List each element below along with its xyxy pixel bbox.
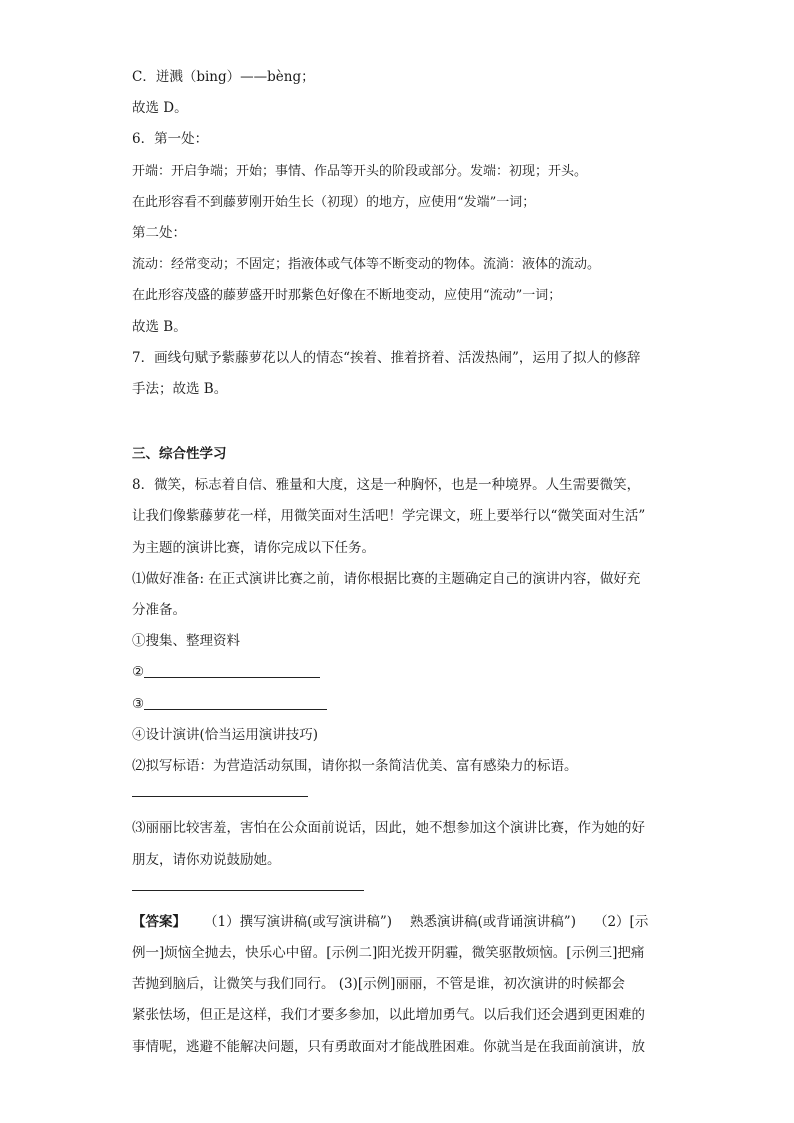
section-spacer <box>132 405 662 439</box>
answer-line: 紧张怯场，但正是这样，我们才要多参加，以此增加勇气。以后我们还会遇到更困难的 <box>132 1007 645 1024</box>
question-line: 朋友，请你劝说鼓励她。 <box>132 851 281 868</box>
step-item: ④设计演讲(恰当运用演讲技巧) <box>132 726 319 743</box>
answer-line: 苦抛到脑后，让微笑与我们同行。 (3)[示例]丽丽，不管是谁，初次演讲的时候都会 <box>132 976 625 993</box>
text-line: 7．画线句赋予紫藤萝花以人的情态“挨着、推着挤着、活泼热闹”，运用了拟人的修辞 <box>132 349 641 366</box>
answer-tag: 【答案】 <box>132 913 186 930</box>
answer-blank-line[interactable] <box>132 876 662 907</box>
question-line: ⑶丽丽比较害羞，害怕在公众面前说话，因此，她不想参加这个演讲比赛，作为她的好 <box>132 820 645 837</box>
step-item-blank <box>132 689 662 720</box>
answer-blank[interactable] <box>144 693 327 710</box>
answer-line: 例一]烦恼全抛去，快乐心中留。[示例二]阳光拨开阴霾，微笑驱散烦恼。[示例三]把痛 <box>132 945 645 962</box>
question-line: 为主题的演讲比赛，请你完成以下任务。 <box>132 539 375 556</box>
question-line: 8．微笑，标志着自信、雅量和大度，这是一种胸怀，也是一种境界。人生需要微笑， <box>132 477 641 494</box>
answer-line <box>132 907 662 938</box>
step-item-blank <box>132 657 662 688</box>
text-line: 第二处： <box>132 224 186 241</box>
text-line: 手法；故选 B。 <box>132 380 228 397</box>
text-line: 在此形容看不到藤萝刚开始生长（初现）的地方，应使用“发端”一词； <box>132 194 536 210</box>
question-line: ⑵拟写标语：为营造活动氛围，请你拟一条简洁优美、富有感染力的标语。 <box>132 757 578 774</box>
answer-part: 熟悉演讲稿(或背诵演讲稿”) <box>410 913 576 930</box>
answer-part: （1）撰写演讲稿(或写演讲稿”) <box>204 913 393 930</box>
step-number: ③ <box>132 695 145 712</box>
question-line: ⑴做好准备: 在正式演讲比赛之前，请你根据比赛的主题确定自己的演讲内容，做好充 <box>132 570 641 587</box>
text-line: 流动：经常变动；不固定；指液体或气体等不断变动的物体。流淌：液体的流动。 <box>132 257 601 273</box>
text-line: C．迸溅（bing）——bèng； <box>132 69 315 85</box>
text-line: 故选 D。 <box>132 100 188 117</box>
step-item: ①搜集、整理资料 <box>132 633 240 650</box>
answer-line: 事情呢，逃避不能解决问题，只有勇敢面对才能战胜困难。你就当是在我面前演讲，放 <box>132 1038 645 1055</box>
answer-blank[interactable] <box>144 661 320 678</box>
question-line: 让我们像紫藤萝花一样，用微笑面对生活吧！学完课文，班上要举行以“微笑面对生活” <box>132 508 646 525</box>
text-line: 6．第一处： <box>132 131 209 148</box>
section-heading: 三、综合性学习 <box>132 446 227 463</box>
text-line: 故选 B。 <box>132 318 187 335</box>
text-line: 开端：开启争端；开始；事情、作品等开头的阶段或部分。发端：初现；开头。 <box>132 163 588 179</box>
answer-blank-line[interactable] <box>132 782 662 813</box>
document-page <box>132 62 662 1063</box>
answer-part: （2）[示 <box>593 913 649 930</box>
step-number: ② <box>132 664 145 681</box>
text-line: 在此形容茂盛的藤萝盛开时那紫色好像在不断地变动，应使用“流动”一词； <box>132 288 562 304</box>
question-line: 分准备。 <box>132 602 186 618</box>
